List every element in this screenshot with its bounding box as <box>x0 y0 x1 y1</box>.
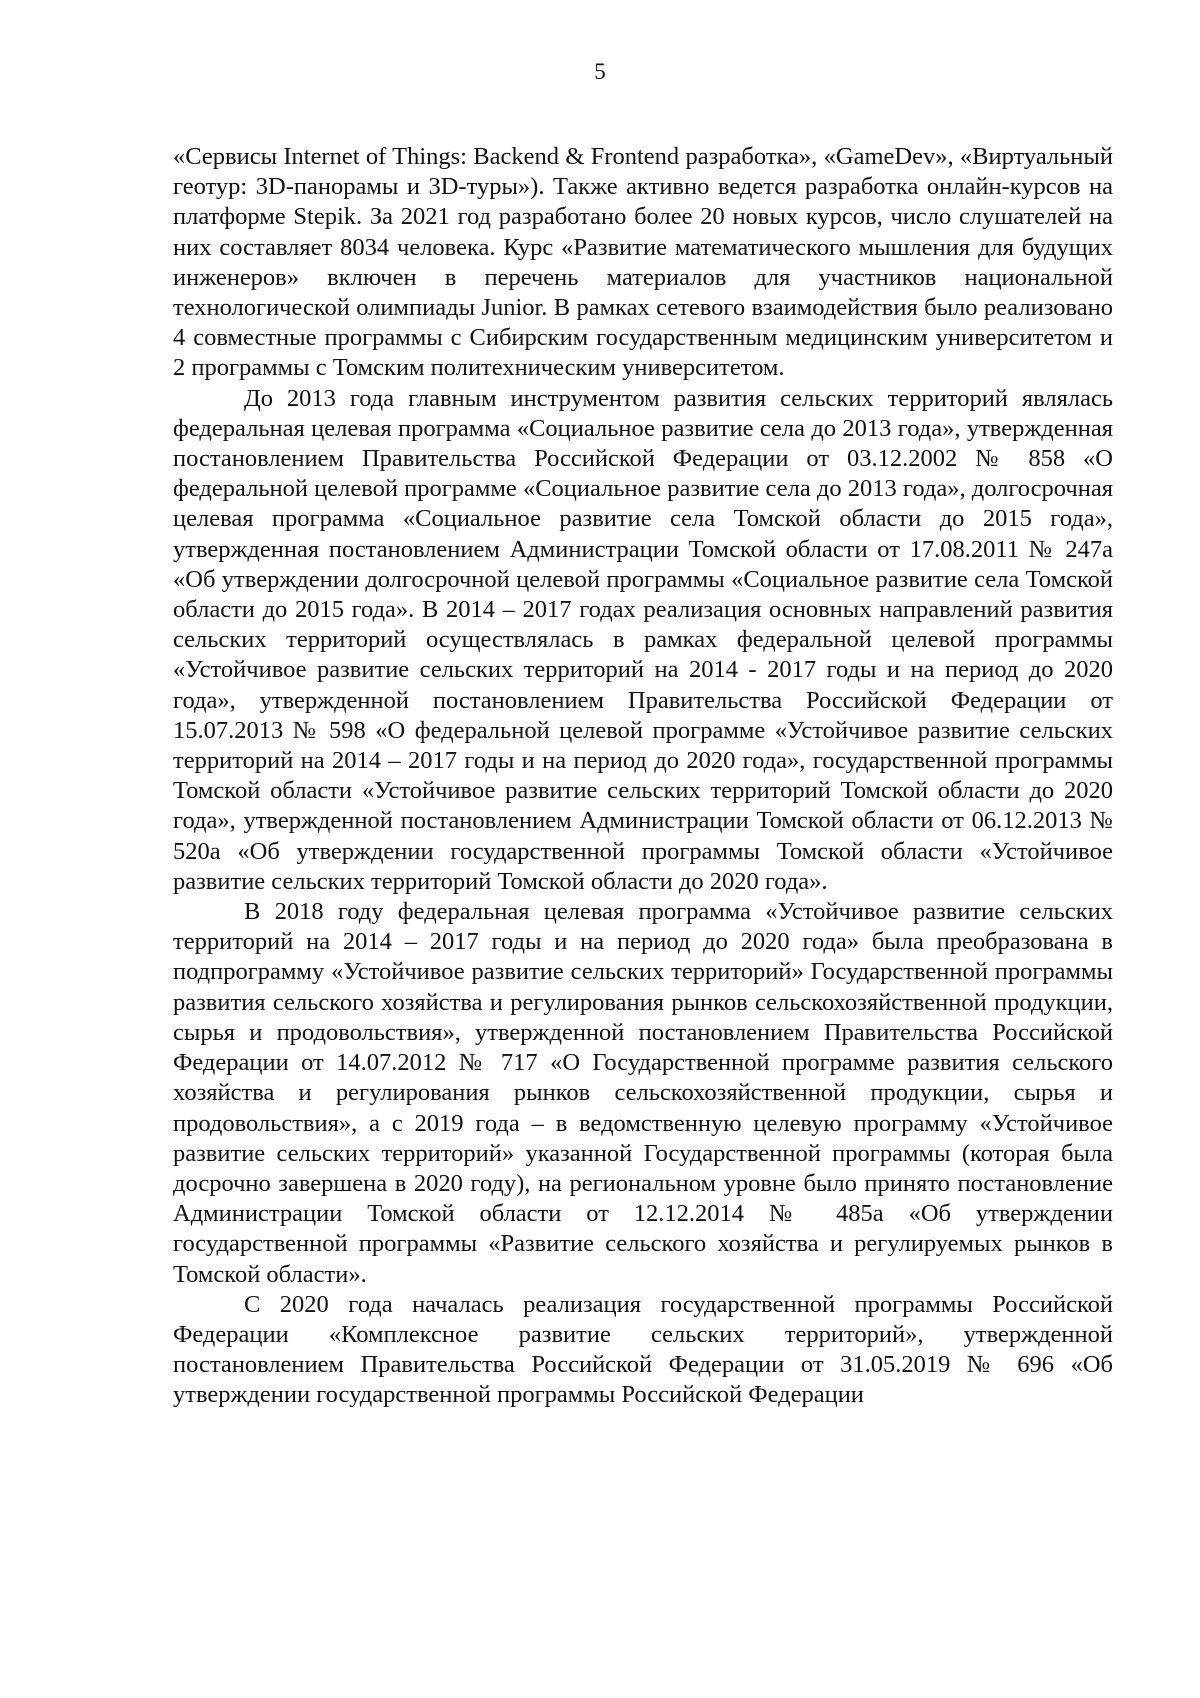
paragraph-2018-transformation: В 2018 году федеральная целевая программа «Устойчивое развитие сельских территорий на 2014 – 2017 годы и на период до 2020 года» была преобразована в подпрограмму «Устойчивое развитие сельских территорий» Государственной программы развития сельского хозяйства и регулирования рынков сельскохозяйственной продукции, сырья и продовольствия», утвержденной постановлением Правительства Российской Федерации от 14.07.2012 № 717 «О Государственной программе развития сельского хозяйства и регулирования рынков сельскохозяйственной продукции, сырья и продовольствия», а с 2019 года – в ведомственную целевую программу «Устойчивое развитие сельских территорий» указанной Государственной программы (которая была досрочно завершена в 2020 году), на региональном уровне было принято постановление Администрации Томской области от 12.12.2014 № 485а «Об утверждении государственной программы «Развитие сельского хозяйства и регулируемых рынков в Томской области». <box>173 898 1113 1288</box>
paragraph-continuation: «Сервисы Internet of Things: Backend & Frontend разработка», «GameDev», «Виртуальный геотур: 3D-панорамы и 3D-туры»). Также активно ведется разработка онлайн-курсов на платформе Stepik. За 2021 год разработано более 20 новых курсов, число слушателей на них составляет 8034 человека. Курс «Развитие математического мышления для будущих инженеров» включен в перечень материалов для участников национальной технологической олимпиады Junior. В рамках сетевого взаимодействия было реализовано 4 совместные программы с Сибирским государственным медицинским университетом и 2 программы с Томским политехническим университетом. <box>173 143 1113 382</box>
paragraph-rural-programs-history: До 2013 года главным инструментом развития сельских территорий являлась федеральная целевая программа «Социальное развитие села до 2013 года», утвержденная постановлением Правительства Российской Федерации от 03.12.2002 № 858 «О федеральной целевой программе «Социальное развитие села до 2013 года», долгосрочная целевая программа «Социальное развитие села Томской области до 2015 года», утвержденная постановлением Администрации Томской области от 17.08.2011 № 247а «Об утверждении долгосрочной целевой программы «Социальное развитие села Томской области до 2015 года». В 2014 – 2017 годах реализация основных направлений развития сельских территорий осуществлялась в рамках федеральной целевой программы «Устойчивое развитие сельских территорий на 2014 - 2017 годы и на период до 2020 года», утвержденной постановлением Правительства Российской Федерации от 15.07.2013 № 598 «О федеральной целевой программе «Устойчивое развитие сельских территорий на 2014 – 2017 годы и на период до 2020 года», государственной программы Томской области «Устойчивое развитие сельских территорий Томской области до 2020 года», утвержденной постановлением Администрации Томской области от 06.12.2013 № 520а «Об утверждении государственной программы Томской области «Устойчивое развитие сельских территорий Томской области до 2020 года». <box>173 384 1113 895</box>
page-number: 5 <box>594 59 606 84</box>
paragraph-2020-program: С 2020 года началась реализация государственной программы Российской Федерации «Комплексное развитие сельских территорий», утвержденной постановлением Правительства Российской Федерации от 31.05.2019 № 696 «Об утверждении государственной программы Российской Федерации <box>173 1290 1113 1409</box>
document-body <box>173 142 1113 1411</box>
